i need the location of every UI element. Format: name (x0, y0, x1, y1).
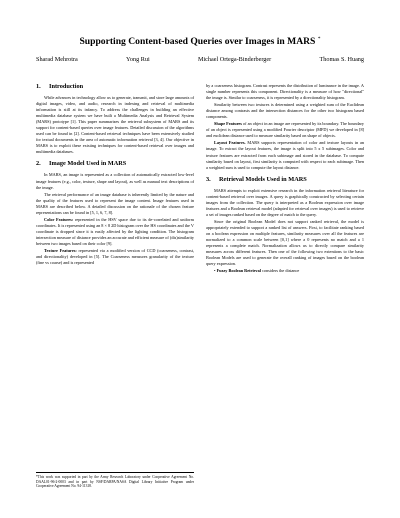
paragraph-body: considers the distance (260, 268, 300, 274)
section-number: 1. (36, 83, 41, 90)
section-title: Introduction (49, 83, 84, 90)
color-features-paragraph (36, 217, 194, 247)
right-column (206, 83, 364, 274)
texture-continued-paragraph: by a coarseness histogram. Contrast represents the distribution of luminance in the image. A single number represents this component. Directionality is a measure of how "directional" the image is. Similar to coarseness, it is represented by a directionality histogram. (206, 83, 364, 101)
paper-title (0, 36, 400, 47)
layout-features-paragraph (206, 140, 364, 170)
run-in-heading: Texture Features: (44, 248, 77, 254)
section-title: Image Model Used in MARS (49, 160, 127, 168)
paragraph-body: of an object in an image are represented by its boundary. The boundary of an object is represented using a modified Fourier descriptor (MFD) we developed in [8] and euclidean distance used to measure similarity based on shape of objects. (206, 121, 364, 139)
texture-similarity-paragraph: Similarity between two textures is determined using a weighted sum of the Euclidean distance among contrasts and the intersection distances for the other two histogram based components. (206, 102, 364, 120)
run-in-heading: Shape Features (214, 121, 242, 127)
author-4: Thomas S. Huang (319, 56, 364, 63)
run-in-heading: Fuzzy Boolean Retrieval (216, 268, 261, 274)
run-in-heading: Layout Features. (214, 140, 246, 146)
retrieval-models-paragraph: MARS attempts to exploit extensive research in the information retrieval literature for content-based retrieval over images. A query is graphically constructed by selecting certain images from the collection. The query is interpreted as a Boolean expression over image features and a Boolean retrieval model (adapted for retrieval over images) is used to retrieve a set of images ranked based on the degree of match to the query. (206, 187, 364, 217)
author-2: Yong Rui (126, 56, 150, 63)
bullet-mark: • (214, 268, 216, 274)
section-number: 2. (36, 160, 41, 168)
texture-features-paragraph (36, 248, 194, 266)
author-3: Michael Ortega-Binderberger (197, 56, 272, 63)
run-in-heading: Color Features: (44, 216, 74, 222)
introduction-paragraph: While advances in technology allow us to generate, transmit, and store large amounts of digital images, video, and audio, research in indexing and retrieval of multimedia information is still at its infancy. To address the challenges in building an effective multimedia database system we have built a Multimedia Analysis and Retrieval System (MARS) prototype [1]. This paper summarizes the retrieval subsystem of MARS and its support for content-based queries over image features. Detailed discussion of the algorithms used can be found in [2]. Content-based retrieval techniques have been extensively studied for textual documents in the area of automatic information retrieval [3, 4]. Our objective in MARS is to exploit these existing techniques for content-based retrieval over images and multimedia databases. (36, 95, 194, 155)
author-list (36, 56, 364, 63)
section-heading-retrieval-models (206, 176, 364, 184)
list-item-fuzzy-boolean (206, 268, 364, 274)
paragraph-body: represented via a modified version of CCD (coarseness, contrast, and directionality) developed in [5]. The Coarseness measures granularity of the texture (fine vs coarse) and is represented (36, 248, 194, 266)
shape-features-paragraph (206, 121, 364, 139)
author-1: Sharad Mehrotra (36, 56, 78, 63)
paragraph-body: represented in the HSV space due to its de-correlated and uniform coordinates. It is represented using an 8 × 8 2D histogram over the HS coordinates and the V coordinate is dropped since it is easily affected by the lighting condition. The histogram intersection measure of distance provides an accurate and efficient measure of (dis)similarity between two images based on their color [9]. (36, 216, 194, 246)
paragraph-body: MARS supports representation of color and texture layouts in an image. To extract the layout features, the image is split into 5 x 5 subimages. Color and texture features are extracted from each subimage and stored in the database. To compute similarity based on layout, first similarity is computed with respect to each subimage. Then a weighted sum is used to compute the layout distance. (206, 140, 365, 170)
retrieval-performance-paragraph: The retrieval performance of an image database is inherently limited by the nature and the quality of the features used to represent the image content. Image features used in MARS are described below. A detailed discussion on the rationale of the chosen feature representations can be found in [5, 1, 6, 7, 8]. (36, 191, 194, 215)
section-heading-introduction (36, 83, 194, 91)
title-footnote-mark: * (317, 36, 321, 42)
section-title: Retrieval Models Used in MARS (219, 175, 307, 183)
image-model-paragraph: In MARS, an image is represented as a collection of automatically extracted low-level image features (e.g., color, texture, shape and layout), as well as manual text descriptions of the image. (36, 172, 194, 190)
section-number: 3. (206, 175, 211, 183)
section-heading-image-model (36, 160, 194, 168)
left-column (36, 83, 194, 266)
footnote: *This work was supported in part by the Army Research Laboratory under Cooperative Agreement No. DAAL01-96-2-0003 and in part by NSF/DARPA/NASA Digital Library Initiative Program under Cooperative Agreement No. 94-11318. (36, 472, 194, 489)
boolean-model-paragraph: Since the original Boolean Model does not support ranked retrieval, the model is appropriately extended to support a ranked list of answers. First, to facilitate ranking based on a boolean expression on multiple features, similarity measures over all the features are normalized to a common scale between [0,1] where a 0 represents no match and a 1 represents a complete match. Normalization allows us to directly compare similarity measures across different features. Then one of the following two extentions to the basic Boolean Models are used to generate the overall ranking of images based on the boolean query expression. (206, 218, 364, 267)
title-text: Supporting Content-based Queries over Images in MARS (79, 36, 316, 48)
